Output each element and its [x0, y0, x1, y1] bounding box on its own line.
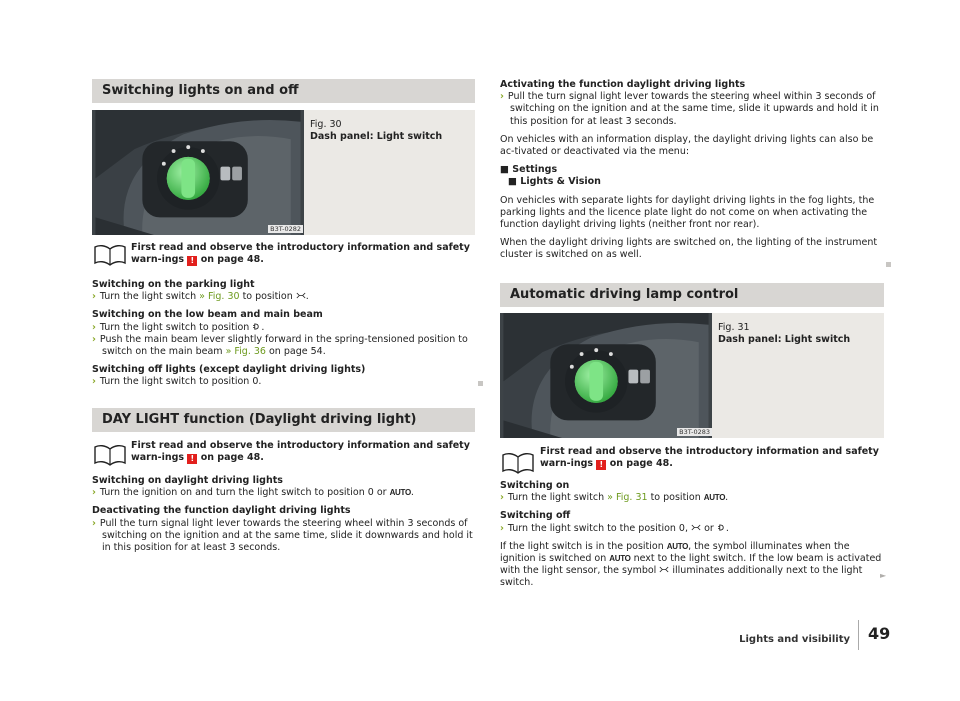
- off-heading: Switching off lights (except daylight driving lights): [92, 364, 366, 376]
- switching-lights-body: [92, 279, 472, 389]
- figure-30: [92, 110, 475, 235]
- section-title-automatic: Automatic driving lamp control: [500, 283, 884, 307]
- auto-on-step: › Turn the light switch » Fig. 31 to position AUTO.: [500, 492, 729, 504]
- figure-code: B3T-0282: [270, 225, 301, 233]
- section-end-marker: [886, 262, 891, 267]
- intro-note: First read and observe the introductory information and safety warn-ings ! on page 48.: [131, 440, 470, 464]
- menu-item-lights: ■ Lights & Vision: [508, 176, 601, 188]
- menu-paragraph: On vehicles with an information display, the daylight driving lights can also be ac-tivated or deactivated via the menu:: [500, 133, 874, 158]
- low-beam-icon: [252, 323, 261, 330]
- parking-light-icon: [296, 292, 306, 299]
- cluster-paragraph: When the daylight driving lights are switched on, the lighting of the instrument cluster is switched on as well.: [500, 237, 878, 261]
- section-title-daylight: DAY LIGHT function (Daylight driving light): [92, 408, 475, 432]
- section-end-marker: [478, 381, 483, 386]
- auto-symbol: AUTO: [703, 493, 726, 503]
- daylight-body: [92, 475, 474, 554]
- figure-label: Fig. 30: [310, 119, 342, 130]
- auto-on-heading: Switching on: [500, 480, 570, 491]
- warning-icon: !: [187, 454, 197, 464]
- menu-item-settings: ■ Settings: [500, 164, 558, 176]
- read-first-book-icon: [501, 452, 535, 474]
- page-number: 49: [868, 624, 891, 643]
- fig31-link[interactable]: » Fig. 31: [607, 492, 648, 504]
- parking-light-icon: [691, 524, 701, 531]
- lowbeam-heading: Switching on the low beam and main beam: [92, 309, 323, 321]
- footer-chapter-title: Lights and visibility: [739, 634, 850, 645]
- figure-31: [500, 313, 884, 438]
- section-title-switching-lights: Switching lights on and off: [92, 79, 475, 103]
- auto-paragraph: If the light switch is in the position AUTO, the symbol illuminates when the ignition is switched on AUTO next to the light switch. If the low beam is activated with the light sensor, the symbol illuminates additionally next to the light switch.: [500, 540, 882, 589]
- daylight-on-heading: Switching on daylight driving lights: [92, 475, 283, 486]
- light-switch-photo: [500, 313, 712, 438]
- figure-code: B3T-0283: [679, 428, 710, 436]
- read-first-book-icon: [93, 444, 127, 466]
- read-first-book-icon: [93, 244, 127, 266]
- continue-arrow-icon: ►: [880, 571, 887, 580]
- lowbeam-step-1: › Turn the light switch to position .: [92, 321, 265, 333]
- figure-caption: Dash panel: Light switch: [718, 334, 851, 345]
- warning-icon: !: [187, 256, 197, 266]
- fog-paragraph: On vehicles with separate lights for daylight driving lights in the fog lights, the parking lights and the licence plate light do not come on when activating the function daylight driving lights (neither front nor rear).: [500, 194, 875, 231]
- parking-heading: Switching on the parking light: [92, 279, 255, 290]
- parking-light-icon: [659, 566, 669, 573]
- lowbeam-step-2: › Push the main beam lever slightly forward in the spring-tensioned position to switch on the main beam » Fig. 36 on page 54.: [92, 333, 468, 358]
- auto-off-step: › Turn the light switch to the position 0, or .: [500, 522, 729, 534]
- low-beam-icon: [717, 524, 726, 531]
- auto-symbol: AUTO: [666, 541, 689, 551]
- figure-label: Fig. 31: [718, 322, 750, 333]
- auto-symbol: AUTO: [389, 488, 411, 498]
- daylight-continued: [500, 79, 884, 262]
- fig36-link[interactable]: » Fig. 36: [225, 346, 266, 358]
- deactivate-heading: Deactivating the function daylight driving lights: [92, 505, 351, 517]
- off-step: › Turn the light switch to position 0.: [92, 376, 262, 388]
- parking-step: › Turn the light switch » Fig. 30 to position .: [92, 291, 309, 303]
- automatic-body: [500, 480, 887, 590]
- daylight-on-step: › Turn the ignition on and turn the light switch to position 0 or AUTO.: [92, 487, 414, 499]
- auto-off-heading: Switching off: [500, 510, 571, 522]
- intro-note: First read and observe the introductory information and safety warn-ings ! on page 48.: [540, 446, 879, 470]
- warning-icon: !: [596, 460, 606, 470]
- activate-heading: Activating the function daylight driving lights: [500, 79, 746, 90]
- footer-divider: [858, 620, 859, 650]
- figure-caption: Dash panel: Light switch: [310, 131, 443, 142]
- auto-symbol: AUTO: [609, 554, 631, 564]
- light-switch-photo: [92, 110, 304, 235]
- intro-note: First read and observe the introductory information and safety warn-ings ! on page 48.: [131, 242, 470, 266]
- deactivate-step: › Pull the turn signal light lever towards the steering wheel within 3 seconds of switching on the ignition and at the same time, slide it downwards and hold it in this position for at least 3 seconds.: [92, 517, 473, 554]
- fig30-link[interactable]: » Fig. 30: [199, 291, 240, 303]
- activate-step: › Pull the turn signal light lever towards the steering wheel within 3 seconds of switching on the ignition and at the same time, slide it upwards and hold it in this position for at least 3 seconds.: [500, 91, 879, 127]
